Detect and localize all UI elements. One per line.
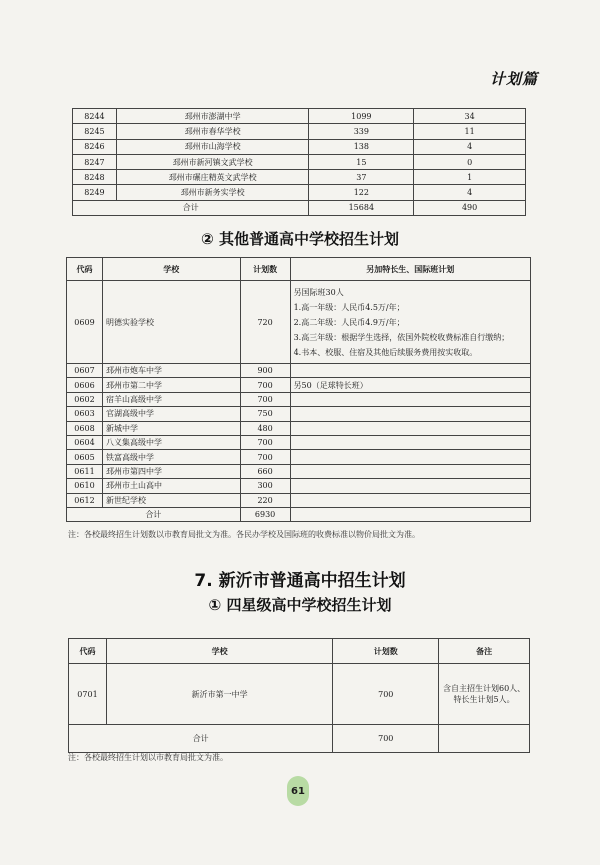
note-line: 1.高一年级：人民币4.5万/年；: [293, 302, 405, 312]
extra-plan: [290, 392, 530, 406]
school-code: 0604: [67, 435, 103, 449]
extra-plan: [290, 364, 530, 378]
school-name: 明德实验学校: [102, 281, 240, 364]
table-row: [73, 185, 526, 200]
extra-plan: 另50（足球特长班）: [290, 378, 530, 392]
extra-count: 0: [414, 154, 526, 169]
note-line: 另国际班30人: [293, 287, 344, 297]
plan-count: 900: [240, 364, 290, 378]
total-plan: 15684: [309, 200, 414, 215]
school-name: 邳州市新河镇文武学校: [116, 154, 309, 169]
table-row: [67, 450, 531, 464]
plan-count: 660: [240, 464, 290, 478]
school-code: 0701: [69, 664, 107, 725]
school-name: 新世纪学校: [102, 493, 240, 507]
school-name: 邳州市新务实学校: [116, 185, 309, 200]
plan-count: 122: [309, 185, 414, 200]
table-row: [69, 664, 530, 725]
total-plan: 6930: [240, 507, 290, 521]
school-code: 8247: [73, 154, 117, 169]
table-row: [67, 392, 531, 406]
school-name: 宿羊山高级中学: [102, 392, 240, 406]
total-extra: 490: [414, 200, 526, 215]
total-plan: 700: [333, 725, 439, 753]
table-row: [67, 435, 531, 449]
page-number: 61: [287, 776, 309, 806]
extra-count: 1: [414, 170, 526, 185]
other-schools-table: [66, 257, 531, 522]
column-header-code: 代码: [67, 258, 103, 281]
section-title: ② 其他普通高中学校招生计划: [201, 230, 399, 248]
school-name: 新沂市第一中学: [106, 664, 332, 725]
note-line: 3.高三年级：根据学生选择，依国外院校收费标准自行缴纳；: [293, 332, 510, 342]
school-name: 邳州市第四中学: [102, 464, 240, 478]
extra-plan: [290, 479, 530, 493]
total-row: [73, 200, 526, 215]
empty-cell: [290, 507, 530, 521]
column-header-plan: 计划数: [333, 639, 439, 664]
table-row: [67, 464, 531, 478]
footnote: 注：各校最终招生计划数以市教育局批文为准。各民办学校及国际班的收费标准以物价局批文为准。: [68, 530, 420, 539]
extra-count: 34: [414, 109, 526, 124]
school-name: 新城中学: [102, 421, 240, 435]
school-code: 0602: [67, 392, 103, 406]
four-star-schools-table: [68, 638, 530, 753]
column-header-remark: 备注: [439, 639, 530, 664]
school-name: 邳州市春华学校: [116, 124, 309, 139]
school-name: 邳州市第二中学: [102, 378, 240, 392]
table-row: [67, 407, 531, 421]
column-header-extra: 另加特长生、国际班计划: [290, 258, 530, 281]
extra-plan: [290, 407, 530, 421]
plan-count: 37: [309, 170, 414, 185]
school-code: 0606: [67, 378, 103, 392]
school-name: 邳州市澎湖中学: [116, 109, 309, 124]
column-header-plan: 计划数: [240, 258, 290, 281]
section-logo: 计划篇: [489, 70, 538, 88]
table-row: [67, 421, 531, 435]
plan-count: 220: [240, 493, 290, 507]
column-header-school: 学校: [102, 258, 240, 281]
table-row: [73, 139, 526, 154]
plan-count: 700: [240, 392, 290, 406]
table-row: [73, 170, 526, 185]
school-code: 0603: [67, 407, 103, 421]
school-code: 8246: [73, 139, 117, 154]
total-label: 合计: [73, 200, 309, 215]
extra-plan: [290, 435, 530, 449]
section-title: ① 四星级高中学校招生计划: [208, 596, 392, 614]
table-row: [67, 479, 531, 493]
table-row: [67, 364, 531, 378]
plan-count: 750: [240, 407, 290, 421]
school-code: 8245: [73, 124, 117, 139]
school-code: 0611: [67, 464, 103, 478]
plan-count: 300: [240, 479, 290, 493]
extra-plan-notes: [290, 281, 530, 364]
school-code: 0608: [67, 421, 103, 435]
school-name: 邳州市土山高中: [102, 479, 240, 493]
school-name: 邳州市炮车中学: [102, 364, 240, 378]
note-line: 4.书本、校服、住宿及其他后续服务费用按实收取。: [293, 347, 478, 357]
school-code: 0612: [67, 493, 103, 507]
plan-count: 480: [240, 421, 290, 435]
school-name: 邳州市山海学校: [116, 139, 309, 154]
table-row: [73, 109, 526, 124]
plan-count: 700: [333, 664, 439, 725]
plan-count: 339: [309, 124, 414, 139]
column-header-school: 学校: [106, 639, 332, 664]
remark: 含自主招生计划60人、特长生计划5人。: [439, 664, 530, 725]
school-name: 邳州市碾庄精英文武学校: [116, 170, 309, 185]
table-row: [67, 281, 531, 364]
extra-count: 11: [414, 124, 526, 139]
table-row: [73, 154, 526, 169]
extra-plan: [290, 421, 530, 435]
table-row: [67, 493, 531, 507]
plan-count: 700: [240, 378, 290, 392]
school-code: 8248: [73, 170, 117, 185]
total-row: [67, 507, 531, 521]
plan-count: 15: [309, 154, 414, 169]
extra-count: 4: [414, 185, 526, 200]
total-label: 合计: [67, 507, 241, 521]
extra-plan: [290, 450, 530, 464]
school-code: 8249: [73, 185, 117, 200]
school-code: 0607: [67, 364, 103, 378]
table-row: [67, 378, 531, 392]
school-code: 8244: [73, 109, 117, 124]
school-name: 八义集高级中学: [102, 435, 240, 449]
extra-plan: [290, 464, 530, 478]
plan-count: 700: [240, 435, 290, 449]
school-name: 官湖高级中学: [102, 407, 240, 421]
table-header: [67, 258, 531, 281]
footnote: 注：各校最终招生计划以市教育局批文为准。: [68, 753, 228, 762]
extra-plan: [290, 493, 530, 507]
extra-count: 4: [414, 139, 526, 154]
table-header: [69, 639, 530, 664]
plan-count: 1099: [309, 109, 414, 124]
total-row: [69, 725, 530, 753]
note-line: 2.高二年级：人民币4.9万/年；: [293, 317, 405, 327]
plan-count: 720: [240, 281, 290, 364]
school-code: 0609: [67, 281, 103, 364]
chapter-title: 7. 新沂市普通高中招生计划: [194, 571, 406, 591]
school-name: 铁富高级中学: [102, 450, 240, 464]
school-code: 0605: [67, 450, 103, 464]
continuation-table: [72, 108, 526, 216]
total-label: 合计: [69, 725, 333, 753]
column-header-code: 代码: [69, 639, 107, 664]
empty-cell: [439, 725, 530, 753]
plan-count: 138: [309, 139, 414, 154]
table-row: [73, 124, 526, 139]
plan-count: 700: [240, 450, 290, 464]
school-code: 0610: [67, 479, 103, 493]
